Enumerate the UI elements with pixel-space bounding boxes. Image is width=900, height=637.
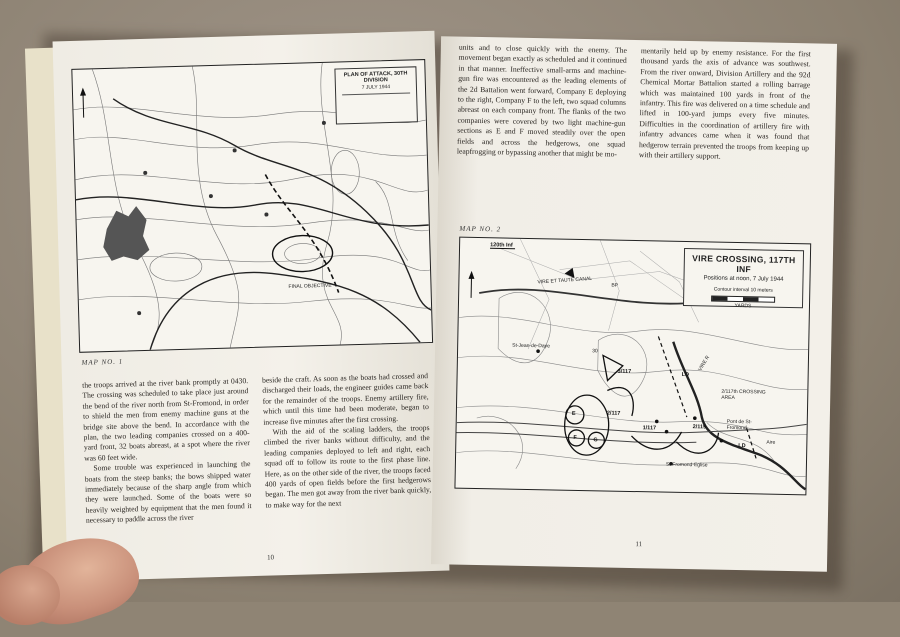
map-2 [454, 237, 811, 496]
map-1-legend [334, 66, 418, 124]
left-page-number: 10 [266, 553, 275, 562]
map-2-title: VIRE CROSSING, 117TH INF [692, 253, 796, 275]
label-hill-30: 30 [592, 348, 598, 355]
paragraph: Some trouble was experienced in launching the boats from the steep banks; the bows shipped water immediately because of the sharp angle from which they were launched. Some of the boats were so heavily weighted by equipment that the men found it necessary to paddle across the river [84, 459, 252, 525]
label-pont-de-st-fromond: Pont de St-Fromond [726, 418, 752, 432]
map-2-scale-bar [711, 295, 775, 302]
label-canal: VIRE ET TAUTE CANAL [537, 275, 593, 286]
right-page [431, 36, 837, 572]
label-120th-inf: 120th Inf [490, 242, 513, 249]
left-column-1 [82, 376, 252, 526]
label-company-e: E [571, 410, 576, 417]
paragraph: With the aid of the scaling ladders, the troops climbed the river banks without difficulty, and the leading companies deployed to left and right, each squad off to follow its route to the first phase line. Here, as on the other side of the river, the troops faced 400 yards of open fields before the first hedgerows began. The men got away from the river bank quickly, to make way for the next [263, 423, 432, 510]
map-1-legend-lines [342, 92, 410, 109]
label-ld-top: LD [681, 371, 690, 379]
left-column-2 [262, 371, 432, 511]
label-2-117: 2/117 [606, 410, 621, 417]
right-column-2 [639, 46, 811, 164]
label-company-f: F [573, 434, 577, 441]
label-st-fromond-eglise: St-Fromond-Eglise [665, 461, 708, 469]
paragraph: beside the craft. As soon as the boats had crossed and discharged their loads, the engineer guides came back for the remainder of the troops. Enemy artillery fire, which until this time had been moderate, began to increase five minutes after the first crossing. [261, 371, 430, 427]
label-crossing-area: 2/117th CROSSING AREA [721, 388, 766, 401]
map-1-title: PLAN OF ATTACK, 30TH DIVISION [343, 70, 408, 84]
right-column-1 [457, 43, 627, 161]
label-vire-river: VIRE R [697, 354, 712, 373]
map-2-caption: MAP NO. 2 [459, 224, 502, 234]
paragraph: the troops arrived at the river bank promptly at 0430. The crossing was scheduled to take place just around the bend of the river north from St-Fromond, in order to shield the men from enemy machine guns at the bridge site above the bend. In accordance with the plan, the two leading companies crossed on a 400-yard front, 32 boats abreast, at a spot where the river was 60 feet wide. [82, 376, 250, 463]
map-2-subtitle: Positions at noon, 7 July 1944 [703, 275, 784, 283]
map-2-scale-label: YARDS [734, 302, 752, 310]
map-1-caption: MAP NO. 1 [81, 357, 124, 367]
paragraph: mentarily held up by enemy resistance. For the first thousand yards the axis of advance was southwest. From the river onward, Division Artillery and the 92d Chemical Mortar Battalion started a rolling barrage which was maintained 100 yards in front of the infantry. This fire was delivered on a time schedule and lifted in 100-yard jumps every five minutes. Difficulties in the coordination of artillery fire with infantry advances came when it was found that hedgerow terrain prevented the troops from keeping up with their artillery support. [638, 46, 811, 161]
label-st-jean-de-daye: St-Jean-de-Daye [512, 342, 551, 350]
map-1-date: 7 JULY 1944 [361, 84, 391, 91]
paragraph: units and to close quickly with the enemy. The movement began exactly as scheduled and it continued in that manner. Ineffective small-arms and machine-gun fire was encountered as the leading elements of the 2d Battalion went forward, Company E deploying to the right, Company F to the left, two squad columns abreast on each company front. The flanks of the two companies were covered by two light machine-gun sections as E and F moved steadily over the open fields and across the hedgerows, one squad leapfrogging or bypassing another that might be mo- [456, 42, 627, 159]
label-2-119: 2/119 [692, 424, 707, 431]
label-ld-bottom: LD [738, 443, 746, 450]
map-1-final-objective: FINAL OBJECTIVE [288, 282, 332, 290]
map-2-contour-note: Contour interval 10 meters [713, 286, 773, 294]
label-aire: Aire [766, 439, 776, 446]
left-page [53, 31, 450, 581]
map-2-legend [683, 248, 804, 308]
label-company-g: G [593, 437, 598, 444]
label-3-117: 3/117 [617, 368, 632, 375]
label-1-117: 1/117 [642, 425, 657, 432]
label-road: BP [611, 282, 619, 289]
right-page-number: 11 [635, 540, 643, 549]
map-1 [71, 59, 433, 353]
